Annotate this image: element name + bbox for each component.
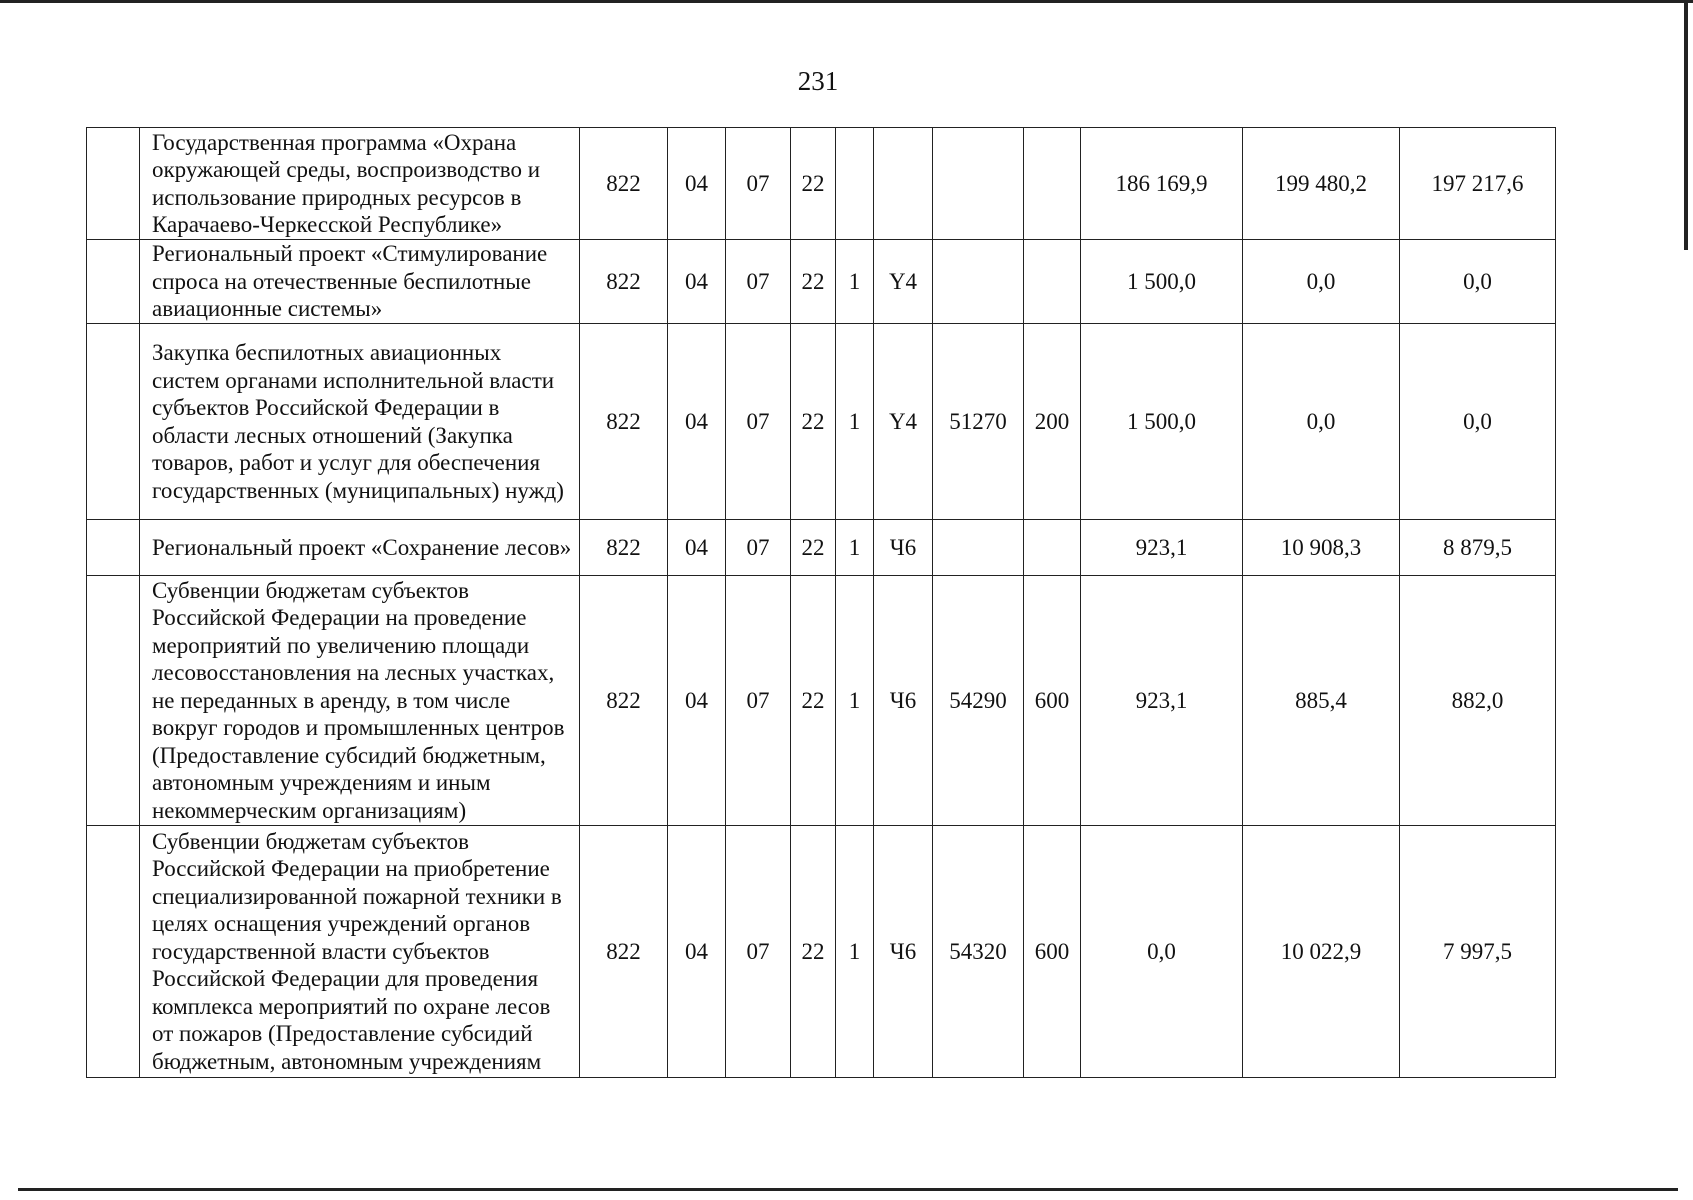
amount-year-2: 0,0 [1243,240,1400,324]
program-code: 22 [791,520,836,576]
row-name: Региональный проект «Стимулирование спроса на отечественные беспилотные авиационные системы» [140,240,580,324]
amount-year-2: 10 022,9 [1243,826,1400,1078]
amount-year-2: 885,4 [1243,576,1400,826]
subprogram-code: 1 [836,324,874,520]
row-name: Субвенции бюджетам субъектов Российской Федерации на проведение мероприятий по увеличению площади лесовосстановления на лесных участках, не переданных в аренду, в том числе вокруг городов и промышленных центров (Предоставление субсидий бюджетным, автономным учреждениям и иным некоммерческим организациям) [140,576,580,826]
row-marker-cell [87,324,140,520]
budget-table [86,127,1556,1078]
row-name: Региональный проект «Сохранение лесов» [140,520,580,576]
section-code: 04 [668,520,726,576]
subprogram-code: 1 [836,520,874,576]
direction-code [933,128,1024,240]
subprogram-code: 1 [836,826,874,1078]
row-name: Субвенции бюджетам субъектов Российской Федерации на приобретение специализированной пожарной техники в целях оснащения учреждений органов государственной власти субъектов Российской Федерации для проведения комплекса мероприятий по охране лесов от пожаров (Предоставление субсидий бюджетным, автономным учреждениям [140,826,580,1078]
subsection-code: 07 [726,324,791,520]
amount-year-3: 0,0 [1400,324,1556,520]
amount-year-3: 197 217,6 [1400,128,1556,240]
program-code: 22 [791,576,836,826]
amount-year-2: 0,0 [1243,324,1400,520]
amount-year-2: 199 480,2 [1243,128,1400,240]
subsection-code: 07 [726,240,791,324]
expense-type-code [1024,240,1081,324]
subprogram-code [836,128,874,240]
amount-year-2: 10 908,3 [1243,520,1400,576]
subprogram-code: 1 [836,576,874,826]
row-marker-cell [87,520,140,576]
section-code: 04 [668,240,726,324]
amount-year-3: 8 879,5 [1400,520,1556,576]
expense-type-code: 600 [1024,576,1081,826]
direction-code: 51270 [933,324,1024,520]
expense-type-code: 600 [1024,826,1081,1078]
bottom-rule [18,1188,1678,1191]
row-marker-cell [87,240,140,324]
row-name: Закупка беспилотных авиационных систем органами исполнительной власти субъектов Российской Федерации в области лесных отношений (Закупка товаров, работ и услуг для обеспечения государственных (муниципальных) нужд) [140,324,580,520]
amount-year-1: 923,1 [1081,520,1243,576]
program-code: 22 [791,240,836,324]
amount-year-1: 923,1 [1081,576,1243,826]
section-code: 04 [668,324,726,520]
row-name: Государственная программа «Охрана окружающей среды, воспроизводство и использование природных ресурсов в Карачаево-Черкесской Республике» [140,128,580,240]
table-row [87,324,1556,520]
scan-edge-mark [1684,0,1688,250]
ministry-code: 822 [580,576,668,826]
amount-year-3: 7 997,5 [1400,826,1556,1078]
amount-year-1: 1 500,0 [1081,324,1243,520]
expense-type-code: 200 [1024,324,1081,520]
subsection-code: 07 [726,576,791,826]
table-row [87,520,1556,576]
project-code: Y4 [874,324,933,520]
table-body [87,128,1556,1078]
amount-year-1: 186 169,9 [1081,128,1243,240]
project-code: Y4 [874,240,933,324]
direction-code [933,520,1024,576]
subprogram-code: 1 [836,240,874,324]
ministry-code: 822 [580,324,668,520]
section-code: 04 [668,128,726,240]
amount-year-3: 0,0 [1400,240,1556,324]
row-marker-cell [87,576,140,826]
program-code: 22 [791,128,836,240]
program-code: 22 [791,826,836,1078]
direction-code: 54320 [933,826,1024,1078]
ministry-code: 822 [580,240,668,324]
table-row [87,128,1556,240]
table-row [87,576,1556,826]
ministry-code: 822 [580,520,668,576]
expense-type-code [1024,128,1081,240]
page-number: 231 [797,66,839,96]
ministry-code: 822 [580,826,668,1078]
project-code: Ч6 [874,576,933,826]
table-row [87,826,1556,1078]
direction-code: 54290 [933,576,1024,826]
ministry-code: 822 [580,128,668,240]
section-code: 04 [668,576,726,826]
amount-year-3: 882,0 [1400,576,1556,826]
project-code: Ч6 [874,826,933,1078]
subsection-code: 07 [726,520,791,576]
row-marker-cell [87,128,140,240]
subsection-code: 07 [726,826,791,1078]
table-row [87,240,1556,324]
expense-type-code [1024,520,1081,576]
program-code: 22 [791,324,836,520]
row-marker-cell [87,826,140,1078]
project-code [874,128,933,240]
direction-code [933,240,1024,324]
project-code: Ч6 [874,520,933,576]
top-rule [0,0,1693,3]
amount-year-1: 0,0 [1081,826,1243,1078]
amount-year-1: 1 500,0 [1081,240,1243,324]
subsection-code: 07 [726,128,791,240]
section-code: 04 [668,826,726,1078]
